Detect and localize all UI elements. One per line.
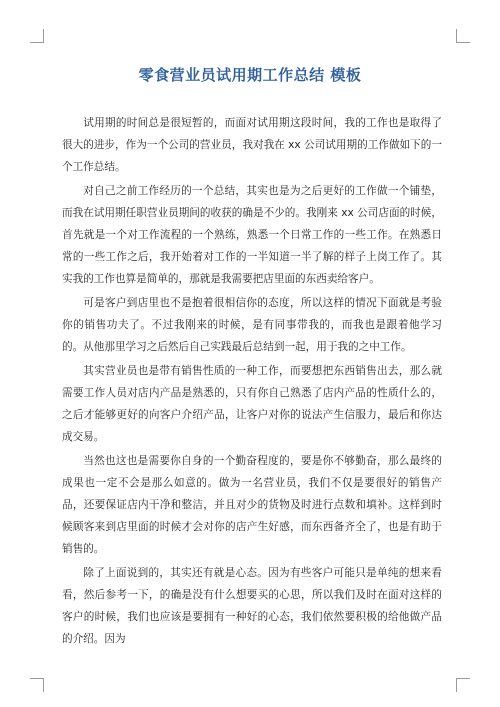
document-title: 零食营业员试用期工作总结 模板 [138, 66, 362, 84]
crop-mark-top-right-h [456, 42, 470, 43]
crop-mark-bottom-left-h [30, 678, 44, 679]
crop-mark-top-right-v [456, 29, 457, 43]
document-body [62, 112, 442, 652]
paragraph-4: 其实营业员也是带有销售性质的一种工作，而要想把东西销售出去，那么就需要工作人员对店内产品是熟悉的，只有你自己熟悉了店内产品的性质什么的，之后才能够更好的向客户介绍产品，让客户对你的说法产生信服力，最后和你达成交易。 [62, 365, 442, 443]
paragraph-3: 可是客户到店里也不是抱着很相信你的态度，所以这样的情况下面就是考验你的销售功夫了。不过我刚来的时候，是有同事带我的，而我也是跟着他学习的。从他那里学习之后然后自己实践最后总结到一起，用于我的之中工作。 [62, 297, 442, 353]
crop-mark-top-left-v [43, 29, 44, 43]
crop-mark-bottom-right-h [456, 678, 470, 679]
paragraph-2: 对自己之前工作经历的一个总结，其实也是为之后更好的工作做一个铺垫，而我在试用期任职营业员期间的收获的确是不少的。我刚来 xx 公司店面的时候，首先就是一个对工作流程的一个熟练，熟悉一个日常工作的一些工作。在熟悉日常的一些工作之后，我开始着对工作的一半知道一半了解的样子上岗工作了。其实我的工作也算是简单的，那就是我需要把店里面的东西卖给客户。 [62, 185, 442, 285]
paragraph-1: 试用期的时间总是很短暂的，而面对试用期这段时间，我的工作也是取得了很大的进步，作为一个公司的营业员，我对我在 xx 公司试用期的工作做如下的一个工作总结。 [62, 117, 442, 173]
crop-mark-bottom-left-v [43, 678, 44, 692]
paragraph-5: 当然也这也是需要你自身的一个勤奋程度的，要是你不够勤奋，那么最终的成果也一定不会是那么如意的。做为一名营业员，我们不仅是要很好的销售产品，还要保证店内干净和整洁，并且对少的货物及时进行点数和填补。这样到时候顾客来到店里面的时候才会对你的店产生好感，而东西备齐全了，也是有助于销售的。 [62, 455, 442, 555]
crop-mark-bottom-right-v [456, 678, 457, 692]
crop-mark-top-left-h [30, 42, 44, 43]
paragraph-6: 除了上面说到的，其实还有就是心态。因为有些客户可能只是单纯的想来看看，然后参考一下，的确是没有什么想要买的心思，所以我们及时在面对这样的客户的时候，我们也应该是要拥有一种好的心态，我们依然要积极的给他做产品的介绍。因为 [62, 567, 442, 645]
